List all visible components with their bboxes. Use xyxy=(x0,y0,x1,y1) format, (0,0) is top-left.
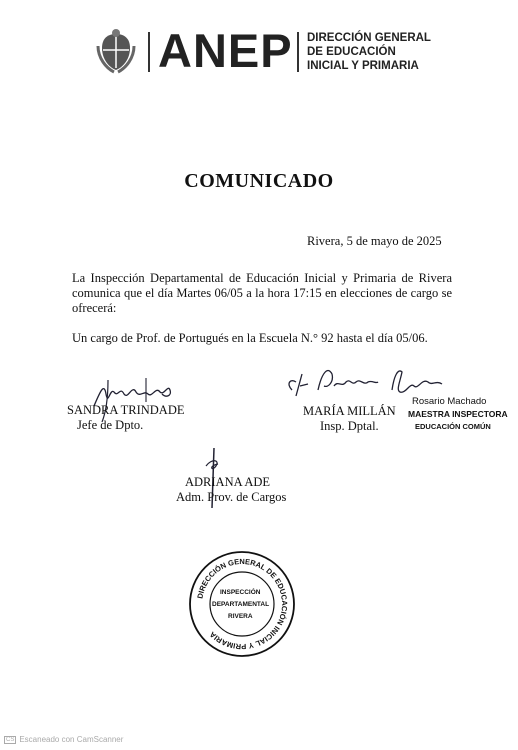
header-divider xyxy=(297,32,299,72)
signature-bottom-role: Adm. Prov. de Cargos xyxy=(176,490,287,504)
seal-ring-text: DIRECCIÓN GENERAL DE EDUCACIÓN INICIAL Y PRIMARIA xyxy=(195,556,290,652)
document-date: Rivera, 5 de mayo de 2025 xyxy=(307,234,442,248)
direction-line-3: INICIAL Y PRIMARIA xyxy=(307,60,419,72)
signature-left-name: SANDRA TRINDADE xyxy=(67,403,185,417)
stamp-side-line-3: EDUCACIÓN COMÚN xyxy=(415,422,491,431)
seal-center-line-3: RIVERA xyxy=(228,613,253,620)
direction-line-2: DE EDUCACIÓN xyxy=(307,46,396,58)
header-divider xyxy=(148,32,150,72)
signature-center-name: MARÍA MILLÁN xyxy=(303,404,396,418)
anep-brand: ANEP xyxy=(158,24,293,77)
document-title: COMUNICADO xyxy=(184,170,334,192)
direction-line-1: DIRECCIÓN GENERAL xyxy=(307,32,431,44)
seal-center-line-2: DEPARTAMENTAL xyxy=(212,601,270,608)
coat-of-arms-logo xyxy=(96,28,136,74)
stamp-side-line-2: MAESTRA INSPECTORA xyxy=(408,409,508,419)
signature-left-role: Jefe de Dpto. xyxy=(77,418,144,432)
scanner-watermark-text: Escaneado con CamScanner xyxy=(19,735,124,744)
signature-center-role: Insp. Dptal. xyxy=(320,419,379,433)
body-paragraph-2: Un cargo de Prof. de Portugués en la Escuela N.° 92 hasta el día 05/06. xyxy=(72,331,428,345)
stamp-side-line-1: Rosario Machado xyxy=(412,396,487,407)
seal-center-line-1: INSPECCIÓN xyxy=(220,589,261,596)
signature-bottom-name: ADRIANA ADE xyxy=(185,475,271,489)
body-paragraph-1: La Inspección Departamental de Educación Inicial y Primaria de Rivera comunica que el día Martes 06/05 a la hora 17:15 en elecciones de cargo se ofrecerá: xyxy=(72,271,452,315)
scanner-watermark xyxy=(4,735,123,744)
camscanner-badge: CS xyxy=(6,736,15,743)
